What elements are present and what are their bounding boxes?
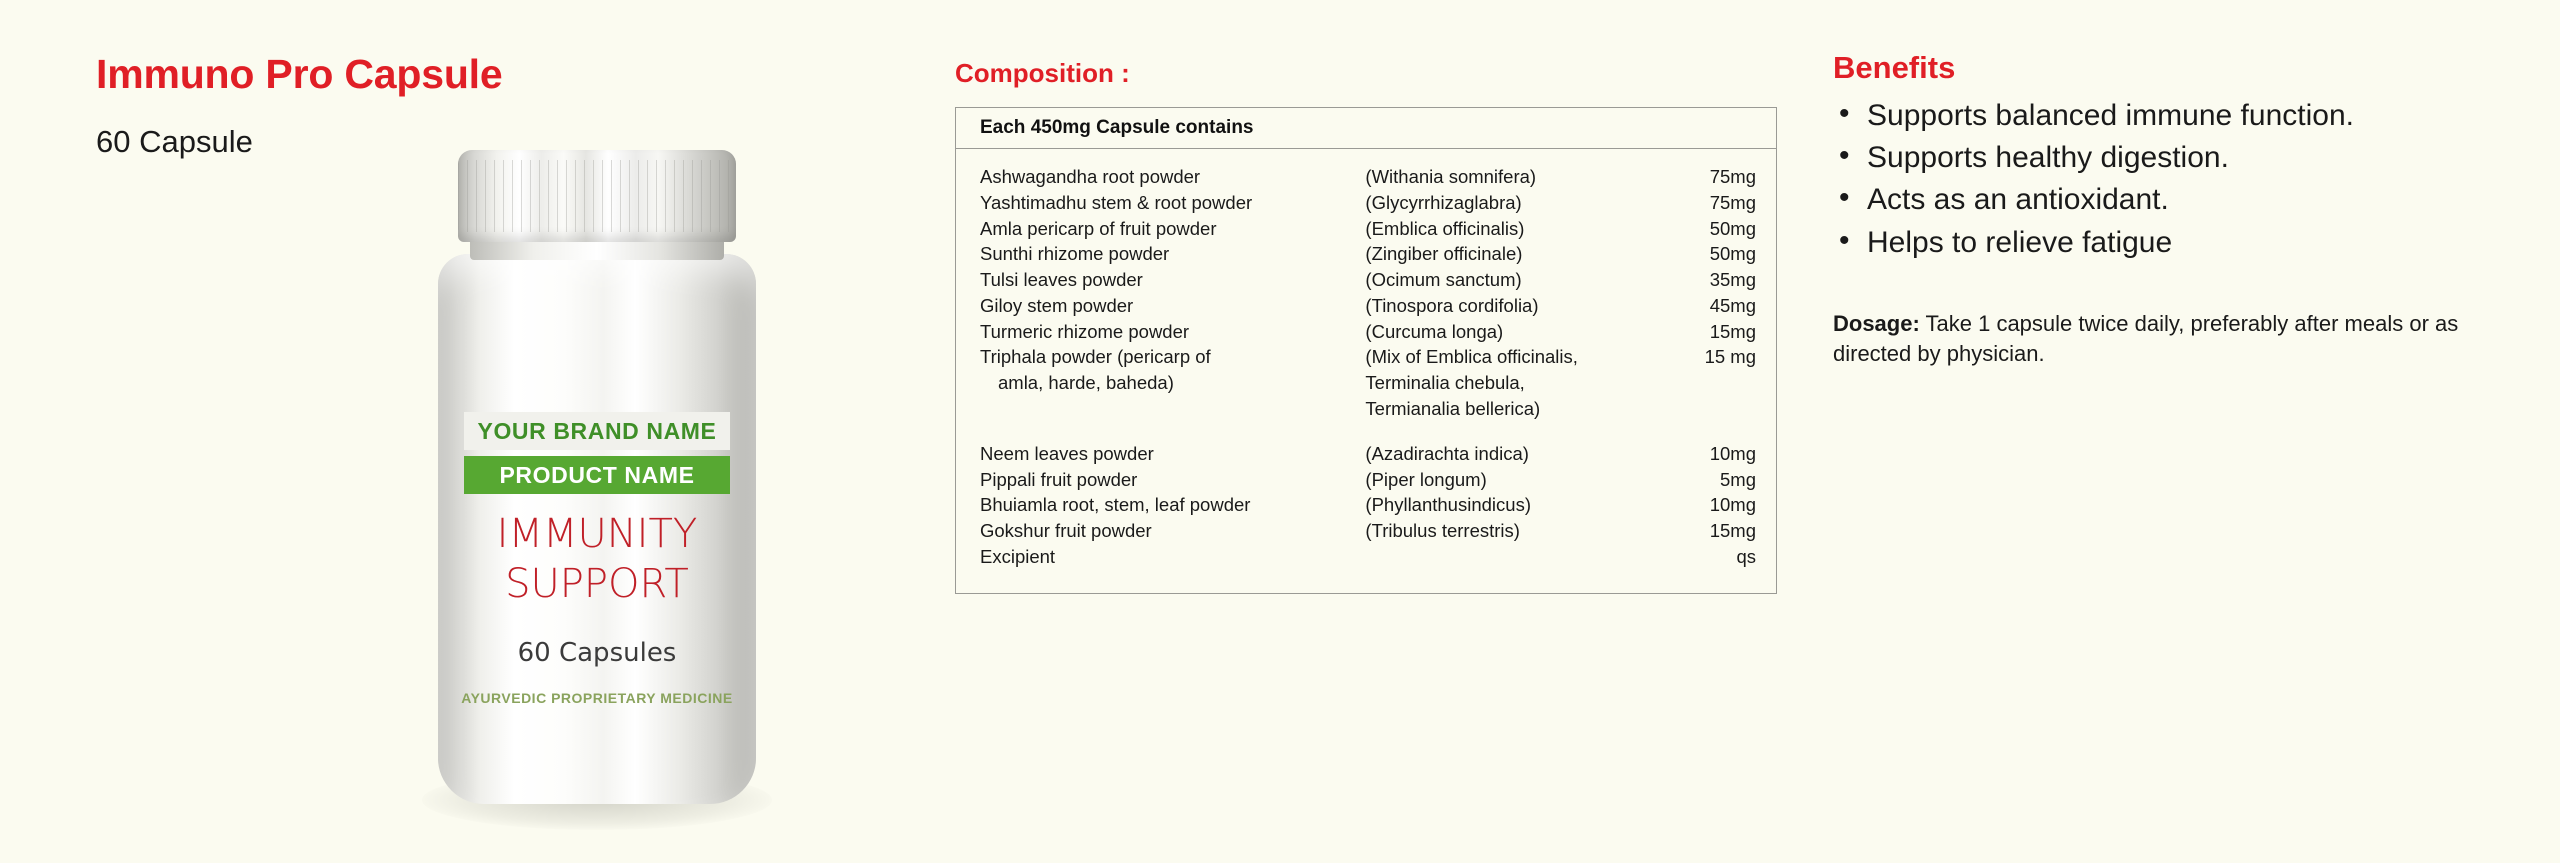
benefits-list <box>1833 96 2493 263</box>
table-row <box>980 294 1756 320</box>
composition-table-body <box>956 149 1776 593</box>
ingredient-scientific-name: Terminalia chebula, <box>1365 372 1525 394</box>
table-row <box>980 371 1756 397</box>
ingredient-name: Neem leaves powder <box>980 442 1154 464</box>
ingredient-scientific-name <box>1365 545 1649 571</box>
ingredient-scientific-name: (Piper longum) <box>1365 468 1487 490</box>
table-row <box>980 191 1756 217</box>
ingredient-scientific-name: (Tinospora cordifolia) <box>1365 294 1539 316</box>
page-title: Immuno Pro Capsule <box>96 51 503 97</box>
ingredient-scientific-name: (Phyllanthusindicus) <box>1365 494 1531 516</box>
ingredient-name-continued: amla, harde, baheda) <box>998 372 1174 394</box>
ingredient-quantity: 15 mg <box>1704 346 1756 368</box>
table-row <box>980 442 1756 468</box>
table-row-spacer <box>980 423 1756 442</box>
ingredient-quantity <box>1649 397 1756 423</box>
composition-box <box>955 107 1777 594</box>
ingredient-scientific-name: Termianalia bellerica) <box>1365 398 1541 420</box>
ingredient-name <box>980 397 1365 423</box>
bottle-footer-text: AYURVEDIC PROPRIETARY MEDICINE <box>461 690 733 706</box>
dosage-note <box>1833 309 2483 370</box>
product-header <box>96 52 856 159</box>
ingredient-quantity: 35mg <box>1709 269 1756 291</box>
ingredient-name: Tulsi leaves powder <box>980 269 1143 291</box>
composition-section <box>955 58 1795 594</box>
table-row <box>980 242 1756 268</box>
ingredient-name: Bhuiamla root, stem, leaf powder <box>980 494 1251 516</box>
list-item: • Supports healthy digestion. <box>1833 138 2493 178</box>
ingredient-name: Sunthi rhizome powder <box>980 243 1170 265</box>
ingredient-quantity <box>1649 371 1756 397</box>
ingredient-scientific-name: (Azadirachta indica) <box>1365 442 1529 464</box>
ingredient-quantity: 75mg <box>1709 166 1756 187</box>
dosage-text: Take 1 capsule twice daily, preferably after meals or as directed by physician. <box>1833 310 2459 367</box>
ingredient-quantity: 75mg <box>1709 191 1756 213</box>
ingredient-quantity: 15mg <box>1709 320 1756 342</box>
dosage-label: Dosage: <box>1833 310 1920 336</box>
ingredient-quantity: 10mg <box>1709 494 1756 516</box>
bottle-main-label <box>464 510 730 609</box>
ingredient-name: Giloy stem powder <box>980 294 1134 316</box>
table-row <box>980 468 1756 494</box>
ingredient-name: Pippali fruit powder <box>980 468 1138 490</box>
ingredient-quantity: qs <box>1736 545 1756 567</box>
table-row <box>980 545 1756 571</box>
table-row <box>980 519 1756 545</box>
ingredient-scientific-name: (Ocimum sanctum) <box>1365 269 1522 291</box>
bottle-cap <box>458 150 736 242</box>
ingredient-scientific-name: (Glycyrrhizaglabra) <box>1365 191 1522 213</box>
table-row <box>980 320 1756 346</box>
benefits-section <box>1833 50 2493 369</box>
table-row <box>980 165 1756 191</box>
table-row <box>980 493 1756 519</box>
product-bottle-image <box>400 150 790 850</box>
ingredient-scientific-name: (Zingiber officinale) <box>1365 243 1523 265</box>
ingredient-quantity: 5mg <box>1720 468 1756 490</box>
table-row <box>980 345 1756 371</box>
bottle-main-line1: IMMUNITY <box>496 511 698 557</box>
bottle-capsule-count: 60 Capsules <box>517 638 677 668</box>
bottle-brand-label: YOUR BRAND NAME <box>464 412 730 450</box>
list-item: • Supports balanced immune function. <box>1833 96 2493 136</box>
benefits-heading: Benefits <box>1833 50 1956 85</box>
ingredient-scientific-name: (Withania somnifera) <box>1365 166 1537 187</box>
table-row <box>980 397 1756 423</box>
ingredient-name: Ashwagandha root powder <box>980 166 1201 187</box>
composition-table-header: Each 450mg Capsule contains <box>956 108 1776 149</box>
bottle-product-label: PRODUCT NAME <box>464 456 730 494</box>
ingredient-name: Yashtimadhu stem & root powder <box>980 191 1253 213</box>
ingredient-quantity: 50mg <box>1709 217 1756 239</box>
ingredient-quantity: 15mg <box>1709 520 1756 542</box>
ingredient-quantity: 45mg <box>1709 294 1756 316</box>
bottle-main-line2: SUPPORT <box>505 560 689 607</box>
table-row <box>980 217 1756 243</box>
ingredient-name: Turmeric rhizome powder <box>980 320 1190 342</box>
ingredient-name: Amla pericarp of fruit powder <box>980 217 1217 239</box>
ingredient-name: Excipient <box>980 545 1056 567</box>
ingredient-scientific-name: (Curcuma longa) <box>1365 320 1504 342</box>
ingredient-name <box>980 371 1365 397</box>
ingredient-scientific-name: (Emblica officinalis) <box>1365 217 1525 239</box>
ingredient-name: Gokshur fruit powder <box>980 520 1152 542</box>
ingredient-name: Triphala powder (pericarp of <box>980 346 1211 368</box>
pack-size-text: 60 Capsule <box>96 124 253 160</box>
list-item: • Helps to relieve fatigue <box>1833 223 2493 263</box>
ingredient-scientific-name: (Mix of Emblica officinalis, <box>1365 346 1578 368</box>
ingredient-quantity: 50mg <box>1709 243 1756 265</box>
table-row <box>980 268 1756 294</box>
composition-heading: Composition : <box>955 58 1130 88</box>
ingredient-scientific-name: (Tribulus terrestris) <box>1365 520 1520 542</box>
list-item: • Acts as an antioxidant. <box>1833 180 2493 220</box>
composition-table <box>980 165 1756 571</box>
ingredient-quantity: 10mg <box>1709 442 1756 464</box>
